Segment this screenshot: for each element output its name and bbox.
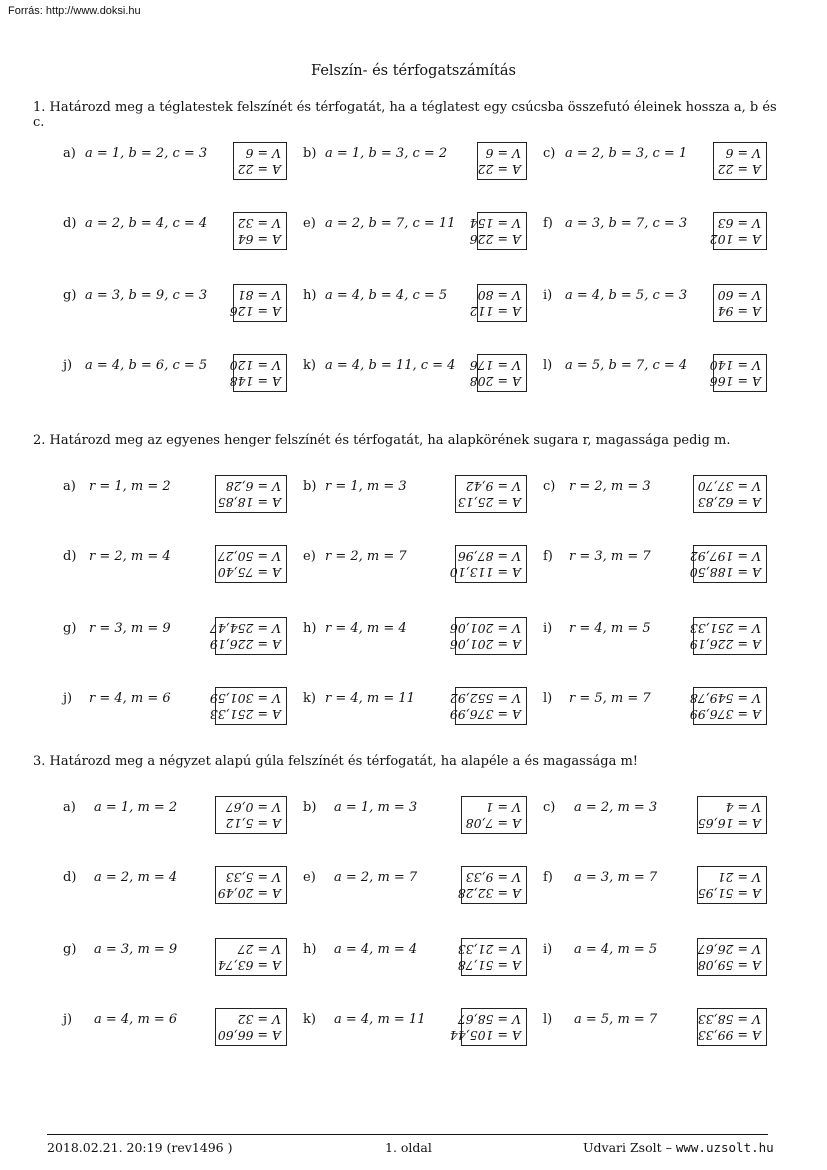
answer-surface: A = 251,33: [209, 707, 281, 722]
item-given-values: a = 2, m = 7: [334, 870, 418, 885]
item-given-values: a = 2, m = 4: [94, 870, 178, 885]
answer-surface: A = 63,74: [217, 958, 281, 973]
answer-surface: A = 376,99: [449, 707, 521, 722]
exercise-item: [303, 549, 527, 585]
answer-surface: A = 376,99: [689, 707, 761, 722]
answer-box-upside-down: [689, 617, 767, 655]
item-given-values: a = 2, m = 3: [574, 800, 658, 815]
answer-surface: A = 22: [717, 162, 761, 177]
answer-volume: V = 21,33: [457, 942, 521, 957]
item-given-values: a = 1, b = 2, c = 3: [85, 146, 208, 161]
answer-surface: A = 25,13: [457, 495, 521, 510]
answer-box-upside-down: [233, 212, 287, 250]
item-given-values: r = 1, m = 3: [325, 479, 407, 494]
answer-box-upside-down: [689, 687, 767, 725]
answer-surface: A = 166: [709, 374, 761, 389]
answer-surface: A = 51,95: [697, 886, 761, 901]
item-label: j): [63, 691, 73, 706]
exercise-item: [303, 870, 527, 906]
item-given-values: a = 1, b = 3, c = 2: [325, 146, 448, 161]
answer-volume: V = 50,27: [217, 549, 281, 564]
answer-surface: A = 22: [477, 162, 521, 177]
exercise-item: [543, 479, 767, 515]
exercise-item: [63, 358, 287, 394]
item-label: k): [303, 691, 316, 706]
answer-box-upside-down: [693, 475, 767, 513]
answer-box-upside-down: [215, 866, 287, 904]
item-given-values: r = 2, m = 4: [89, 549, 171, 564]
answer-volume: V = 552,92: [449, 691, 521, 706]
answer-volume: V = 154: [469, 216, 521, 231]
item-label: l): [543, 691, 553, 706]
answer-volume: V = 80: [477, 288, 521, 303]
exercise-item: [303, 146, 527, 182]
exercise-item: [63, 621, 287, 657]
answer-volume: V = 32: [237, 216, 281, 231]
item-label: b): [303, 800, 317, 815]
item-given-values: a = 2, b = 4, c = 4: [85, 216, 208, 231]
exercise-item: [303, 942, 527, 978]
exercise-item: [63, 549, 287, 585]
answer-surface: A = 62,83: [697, 495, 761, 510]
answer-box-upside-down: [469, 354, 527, 392]
exercise-item: [63, 216, 287, 252]
answer-box-upside-down: [697, 938, 767, 976]
answer-box-upside-down: [229, 284, 287, 322]
answer-volume: V = 6: [725, 146, 761, 161]
exercise-item: [63, 942, 287, 978]
answer-volume: V = 120: [229, 358, 281, 373]
item-given-values: r = 2, m = 3: [569, 479, 651, 494]
answer-volume: V = 4: [725, 800, 761, 815]
task-1-instruction: 1. Határozd meg a téglatestek felszínét és térfogatát, ha a téglatest egy csúcsba összefutó éleinek hossza a, b és c.: [33, 100, 777, 130]
item-label: g): [63, 942, 77, 957]
answer-volume: V = 32: [237, 1012, 281, 1027]
item-given-values: a = 4, b = 6, c = 5: [85, 358, 208, 373]
task-2-instruction: 2. Határozd meg az egyenes henger felszínét és térfogatát, ha alapkörének sugara r, magassága pedig m.: [33, 433, 731, 448]
item-label: h): [303, 288, 317, 303]
exercise-item: [543, 1012, 767, 1048]
item-given-values: a = 3, m = 9: [94, 942, 178, 957]
answer-surface: A = 64: [237, 232, 281, 247]
item-given-values: r = 4, m = 5: [569, 621, 651, 636]
exercise-item: [63, 870, 287, 906]
item-label: d): [63, 870, 77, 885]
answer-box-upside-down: [215, 1008, 287, 1046]
exercise-item: [543, 146, 767, 182]
answer-box-upside-down: [709, 212, 767, 250]
exercise-item: [543, 691, 767, 727]
answer-box-upside-down: [449, 1008, 527, 1046]
answer-box-upside-down: [455, 475, 527, 513]
item-label: d): [63, 216, 77, 231]
answer-volume: V = 5,33: [225, 870, 281, 885]
item-given-values: a = 4, b = 5, c = 3: [565, 288, 688, 303]
answer-volume: V = 176: [469, 358, 521, 373]
item-label: g): [63, 621, 77, 636]
answer-box-upside-down: [215, 938, 287, 976]
answer-surface: A = 51,78: [457, 958, 521, 973]
item-given-values: a = 4, b = 11, c = 4: [325, 358, 456, 373]
answer-volume: V = 81: [237, 288, 281, 303]
item-given-values: a = 2, b = 7, c = 11: [325, 216, 456, 231]
answer-surface: A = 113,10: [449, 565, 521, 580]
item-given-values: a = 3, m = 7: [574, 870, 658, 885]
answer-box-upside-down: [457, 866, 527, 904]
item-given-values: a = 1, m = 3: [334, 800, 418, 815]
answer-volume: V = 0,67: [225, 800, 281, 815]
item-label: c): [543, 146, 556, 161]
item-label: f): [543, 216, 553, 231]
exercise-item: [543, 942, 767, 978]
footer-author: [583, 1140, 774, 1155]
answer-volume: V = 87,96: [457, 549, 521, 564]
answer-volume: V = 140: [709, 358, 761, 373]
exercise-item: [543, 216, 767, 252]
item-given-values: r = 3, m = 9: [89, 621, 171, 636]
item-label: f): [543, 549, 553, 564]
answer-volume: V = 9,42: [465, 479, 521, 494]
answer-box-upside-down: [697, 866, 767, 904]
answer-box-upside-down: [215, 545, 287, 583]
answer-surface: A = 75,40: [217, 565, 281, 580]
answer-surface: A = 32,28: [457, 886, 521, 901]
item-label: e): [303, 870, 316, 885]
exercise-item: [543, 288, 767, 324]
item-given-values: a = 4, m = 4: [334, 942, 418, 957]
item-label: i): [543, 942, 553, 957]
item-label: k): [303, 358, 316, 373]
exercise-item: [63, 1012, 287, 1048]
page-title: Felszín- és térfogatszámítás: [311, 63, 516, 79]
answer-box-upside-down: [461, 796, 527, 834]
answer-volume: V = 254,47: [209, 621, 281, 636]
answer-surface: A = 59,08: [697, 958, 761, 973]
item-given-values: r = 4, m = 11: [325, 691, 415, 706]
answer-surface: A = 5,12: [225, 816, 281, 831]
item-given-values: a = 3, b = 7, c = 3: [565, 216, 688, 231]
answer-volume: V = 197,92: [689, 549, 761, 564]
source-line: Forrás: http://www.doksi.hu: [8, 5, 141, 17]
footer-author-name: Udvari Zsolt –: [583, 1140, 676, 1155]
item-given-values: r = 3, m = 7: [569, 549, 651, 564]
answer-surface: A = 18,85: [217, 495, 281, 510]
answer-volume: V = 9,33: [465, 870, 521, 885]
item-label: f): [543, 870, 553, 885]
answer-surface: A = 66,60: [217, 1028, 281, 1043]
answer-volume: V = 37,70: [697, 479, 761, 494]
exercise-item: [63, 691, 287, 727]
exercise-item: [63, 479, 287, 515]
exercise-item: [303, 358, 527, 394]
item-label: e): [303, 216, 316, 231]
answer-volume: V = 21: [717, 870, 761, 885]
answer-box-upside-down: [697, 1008, 767, 1046]
answer-surface: A = 126: [229, 304, 281, 319]
answer-volume: V = 201,06: [449, 621, 521, 636]
answer-surface: A = 201,06: [449, 637, 521, 652]
answer-volume: V = 251,33: [689, 621, 761, 636]
exercise-item: [543, 800, 767, 836]
answer-box-upside-down: [209, 687, 287, 725]
answer-box-upside-down: [449, 617, 527, 655]
item-label: l): [543, 1012, 553, 1027]
item-label: d): [63, 549, 77, 564]
answer-volume: V = 6,28: [225, 479, 281, 494]
answer-surface: A = 188,50: [689, 565, 761, 580]
item-given-values: r = 1, m = 2: [89, 479, 171, 494]
exercise-item: [303, 621, 527, 657]
answer-box-upside-down: [449, 687, 527, 725]
item-label: h): [303, 942, 317, 957]
answer-box-upside-down: [457, 938, 527, 976]
exercise-item: [303, 800, 527, 836]
answer-volume: V = 6: [245, 146, 281, 161]
answer-box-upside-down: [697, 796, 767, 834]
item-label: c): [543, 479, 556, 494]
item-given-values: a = 3, b = 9, c = 3: [85, 288, 208, 303]
exercise-item: [63, 288, 287, 324]
answer-surface: A = 148: [229, 374, 281, 389]
answer-surface: A = 94: [717, 304, 761, 319]
answer-surface: A = 99,33: [697, 1028, 761, 1043]
item-label: a): [63, 479, 76, 494]
item-label: l): [543, 358, 553, 373]
item-given-values: a = 5, m = 7: [574, 1012, 658, 1027]
footer-page: 1. oldal: [385, 1140, 432, 1155]
exercise-item: [303, 1012, 527, 1048]
answer-surface: A = 22: [237, 162, 281, 177]
answer-box-upside-down: [449, 545, 527, 583]
item-given-values: r = 2, m = 7: [325, 549, 407, 564]
answer-volume: V = 60: [717, 288, 761, 303]
answer-box-upside-down: [209, 617, 287, 655]
exercise-item: [303, 288, 527, 324]
answer-box-upside-down: [469, 212, 527, 250]
answer-box-upside-down: [709, 354, 767, 392]
answer-volume: V = 58,67: [457, 1012, 521, 1027]
exercise-item: [543, 358, 767, 394]
answer-surface: A = 226,19: [209, 637, 281, 652]
footer-date: 2018.02.21. 20:19 (rev1496 ): [47, 1140, 233, 1155]
footer-rule: [47, 1134, 768, 1135]
item-label: h): [303, 621, 317, 636]
answer-box-upside-down: [469, 284, 527, 322]
exercise-item: [63, 146, 287, 182]
answer-volume: V = 63: [717, 216, 761, 231]
item-given-values: a = 4, m = 6: [94, 1012, 178, 1027]
answer-box-upside-down: [713, 142, 767, 180]
answer-surface: A = 102: [709, 232, 761, 247]
answer-surface: A = 20,49: [217, 886, 281, 901]
answer-box-upside-down: [215, 475, 287, 513]
item-given-values: a = 4, m = 5: [574, 942, 658, 957]
answer-box-upside-down: [233, 142, 287, 180]
item-label: j): [63, 1012, 73, 1027]
answer-volume: V = 549,78: [689, 691, 761, 706]
footer-site: www.uzsolt.hu: [675, 1140, 774, 1155]
answer-surface: A = 7,08: [465, 816, 521, 831]
item-given-values: r = 4, m = 4: [325, 621, 407, 636]
task-3-instruction: 3. Határozd meg a négyzet alapú gúla felszínét és térfogatát, ha alapéle a és magassága m!: [33, 754, 639, 769]
exercise-item: [63, 800, 287, 836]
item-label: i): [543, 288, 553, 303]
item-label: e): [303, 549, 316, 564]
item-label: c): [543, 800, 556, 815]
answer-box-upside-down: [215, 796, 287, 834]
item-given-values: a = 1, m = 2: [94, 800, 178, 815]
item-label: a): [63, 146, 76, 161]
answer-surface: A = 16,65: [697, 816, 761, 831]
answer-surface: A = 226,19: [689, 637, 761, 652]
exercise-item: [543, 549, 767, 585]
answer-box-upside-down: [689, 545, 767, 583]
item-label: i): [543, 621, 553, 636]
exercise-item: [303, 691, 527, 727]
answer-surface: A = 105,44: [449, 1028, 521, 1043]
exercise-item: [543, 870, 767, 906]
item-given-values: r = 4, m = 6: [89, 691, 171, 706]
answer-surface: A = 226: [469, 232, 521, 247]
answer-surface: A = 112: [469, 304, 521, 319]
answer-surface: A = 208: [469, 374, 521, 389]
item-label: g): [63, 288, 77, 303]
item-given-values: a = 4, m = 11: [334, 1012, 426, 1027]
item-label: b): [303, 146, 317, 161]
answer-volume: V = 301,59: [209, 691, 281, 706]
exercise-item: [303, 479, 527, 515]
answer-box-upside-down: [477, 142, 527, 180]
answer-box-upside-down: [229, 354, 287, 392]
exercise-item: [303, 216, 527, 252]
item-given-values: a = 5, b = 7, c = 4: [565, 358, 688, 373]
item-given-values: a = 4, b = 4, c = 5: [325, 288, 448, 303]
item-given-values: a = 2, b = 3, c = 1: [565, 146, 688, 161]
answer-volume: V = 27: [237, 942, 281, 957]
item-label: a): [63, 800, 76, 815]
exercise-item: [543, 621, 767, 657]
item-label: b): [303, 479, 317, 494]
item-given-values: r = 5, m = 7: [569, 691, 651, 706]
answer-volume: V = 6: [485, 146, 521, 161]
answer-volume: V = 1: [485, 800, 521, 815]
answer-volume: V = 58,33: [697, 1012, 761, 1027]
answer-volume: V = 26,67: [697, 942, 761, 957]
answer-box-upside-down: [713, 284, 767, 322]
item-label: j): [63, 358, 73, 373]
item-label: k): [303, 1012, 316, 1027]
